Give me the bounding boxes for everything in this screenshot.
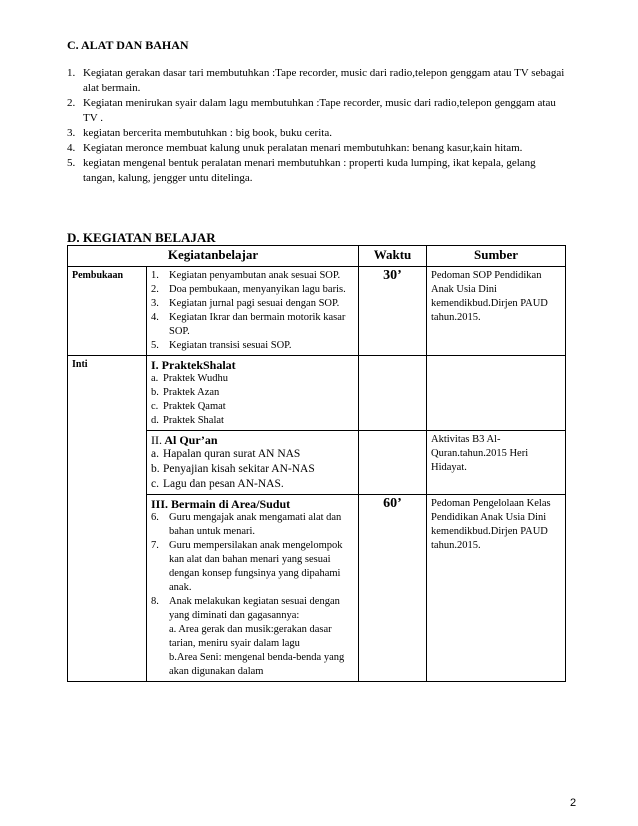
- header-kegiatan: Kegiatanbelajar: [68, 246, 359, 267]
- list-item: [151, 539, 354, 595]
- table-row-inti-praktek: [68, 356, 566, 431]
- tools-materials-list: [67, 66, 567, 186]
- list-item-text: Kegiatan Ikrar dan bermain motorik kasar SOP.: [169, 312, 346, 337]
- list-item-number: d.: [151, 415, 159, 426]
- phase-label-pembukaan: Pembukaan: [68, 267, 147, 356]
- heading-text: Bermain di Area/Sudut: [171, 497, 291, 511]
- list-item-number: c.: [151, 401, 159, 412]
- list-item-number: 3.: [67, 127, 76, 139]
- list-item: [151, 339, 354, 353]
- list-item: [151, 386, 354, 400]
- page-number: 2: [570, 797, 577, 809]
- list-item-number: c.: [151, 478, 159, 490]
- waktu-bermain: 60’: [359, 495, 427, 682]
- table-row-pembukaan: [68, 267, 566, 356]
- heading-number: II.: [151, 433, 162, 447]
- list-item-number: 4.: [151, 312, 159, 323]
- list-item: [151, 595, 354, 679]
- list-item-text: Doa pembukaan, menyanyikan lagu baris.: [169, 284, 346, 295]
- list-item-number: 8.: [151, 596, 159, 607]
- header-sumber: Sumber: [427, 246, 566, 267]
- list-item-number: b.: [151, 387, 159, 398]
- list-item: [151, 447, 354, 462]
- list-item: [151, 477, 354, 492]
- list-item-text: Hapalan quran surat AN NAS: [163, 448, 301, 460]
- list-item-number: 1.: [151, 270, 159, 281]
- list-item-number: 2.: [67, 97, 76, 109]
- list-item-text: Kegiatan gerakan dasar tari membutuhkan :Tape recorder, music dari radio,telepon genggam atau TV sebagai alat bermain.: [83, 67, 565, 94]
- list-item-number: b.: [151, 463, 160, 475]
- list-item-number: 1.: [67, 67, 76, 79]
- list-item-text: Penyajian kisah sekitar AN-NAS: [163, 463, 315, 475]
- list-item: [151, 283, 354, 297]
- list-item: [151, 297, 354, 311]
- list-item-number: 4.: [67, 142, 76, 154]
- praktek-shalat-block: [147, 356, 359, 431]
- list-item: [151, 400, 354, 414]
- list-item-text: Kegiatan penyambutan anak sesuai SOP.: [169, 270, 341, 281]
- list-item: [67, 66, 567, 96]
- list-item-number: 5.: [67, 157, 76, 169]
- list-item: [67, 156, 567, 186]
- table-header-row: [68, 246, 566, 267]
- list-item-number: a.: [151, 373, 159, 384]
- list-item-text: Kegiatan meronce membuat kalung unuk peralatan menari membutuhkan: benang kasur,kain hitam.: [83, 142, 523, 154]
- heading-text: Al Qur’an: [164, 433, 218, 447]
- bermain-area-block: [147, 495, 359, 682]
- list-item-text: Guru mengajak anak mengamati alat dan bahan untuk menari.: [169, 512, 342, 537]
- praktek-shalat-heading: [151, 358, 354, 372]
- alquran-heading: [151, 433, 354, 447]
- list-item-text: Praktek Azan: [163, 387, 220, 398]
- list-item-text: kegiatan bercerita membutuhkan : big book, buku cerita.: [83, 127, 332, 139]
- list-item-number: 5.: [151, 340, 159, 351]
- list-item-text: Kegiatan menirukan syair dalam lagu membutuhkan :Tape recorder, music dari radio,telepon genggam atau TV .: [83, 97, 556, 124]
- list-item: [67, 126, 567, 141]
- activities-table: [67, 245, 566, 682]
- heading-number: I.: [151, 358, 159, 372]
- list-item: [67, 96, 567, 126]
- list-item-text: Anak melakukan kegiatan sesuai dengan yang diminati dan gagasannya:: [169, 596, 340, 621]
- phase-label-inti: Inti: [68, 356, 147, 682]
- sumber-bermain: Pedoman Pengelolaan Kelas Pendidikan Anak Usia Dini kemendikbud.Dirjen PAUD tahun.2015.: [427, 495, 566, 682]
- list-item-number: 2.: [151, 284, 159, 295]
- list-item-text: Praktek Qamat: [163, 401, 226, 412]
- list-item: [151, 372, 354, 386]
- list-item-text: kegiatan mengenal bentuk peralatan menari membutuhkan : properti kuda lumping, ikat kepala, gelang tangan, kalung, jengger untu ditelinga.: [83, 157, 536, 184]
- bermain-area-heading: [151, 497, 354, 511]
- heading-text: PraktekShalat: [161, 358, 236, 372]
- area-seni-text: b.Area Seni: mengenal benda-benda yang akan digunakan dalam: [169, 652, 345, 677]
- list-item: [67, 141, 567, 156]
- sumber-praktek-empty: [427, 356, 566, 431]
- list-item-text: Praktek Shalat: [163, 415, 224, 426]
- list-item: [151, 311, 354, 339]
- list-item-number: a.: [151, 448, 159, 460]
- list-item-text: Kegiatan transisi sesuai SOP.: [169, 340, 292, 351]
- waktu-praktek-empty: [359, 356, 427, 431]
- list-item-number: 3.: [151, 298, 159, 309]
- list-item: [151, 511, 354, 539]
- list-item-text: Guru mempersilakan anak mengelompok kan alat dan bahan menari yang sesuai dengan konsep fungsinya yang dipahami anak.: [169, 540, 343, 593]
- list-item-number: 7.: [151, 540, 159, 551]
- list-item: [151, 414, 354, 428]
- list-item-text: Praktek Wudhu: [163, 373, 228, 384]
- waktu-pembukaan: 30’: [359, 267, 427, 356]
- list-item: [151, 269, 354, 283]
- heading-number: III.: [151, 497, 169, 511]
- section-d-title: D. KEGIATAN BELAJAR: [67, 230, 216, 245]
- pembukaan-activities: [147, 267, 359, 356]
- list-item-number: 6.: [151, 512, 159, 523]
- list-item-text: Lagu dan pesan AN-NAS.: [163, 478, 284, 490]
- section-c-title: C. ALAT DAN BAHAN: [67, 38, 189, 52]
- header-waktu: Waktu: [359, 246, 427, 267]
- list-item: [151, 462, 354, 477]
- sumber-pembukaan: Pedoman SOP Pendidikan Anak Usia Dini kemendikbud.Dirjen PAUD tahun.2015.: [427, 267, 566, 356]
- area-gerak-text: a. Area gerak dan musik:gerakan dasar tarian, meniru syair dalam lagu: [169, 624, 332, 649]
- sumber-alquran: Aktivitas B3 Al-Quran.tahun.2015 Heri Hidayat.: [427, 431, 566, 495]
- list-item-text: Kegiatan jurnal pagi sesuai dengan SOP.: [169, 298, 340, 309]
- alquran-block: [147, 431, 359, 495]
- waktu-alquran-empty: [359, 431, 427, 495]
